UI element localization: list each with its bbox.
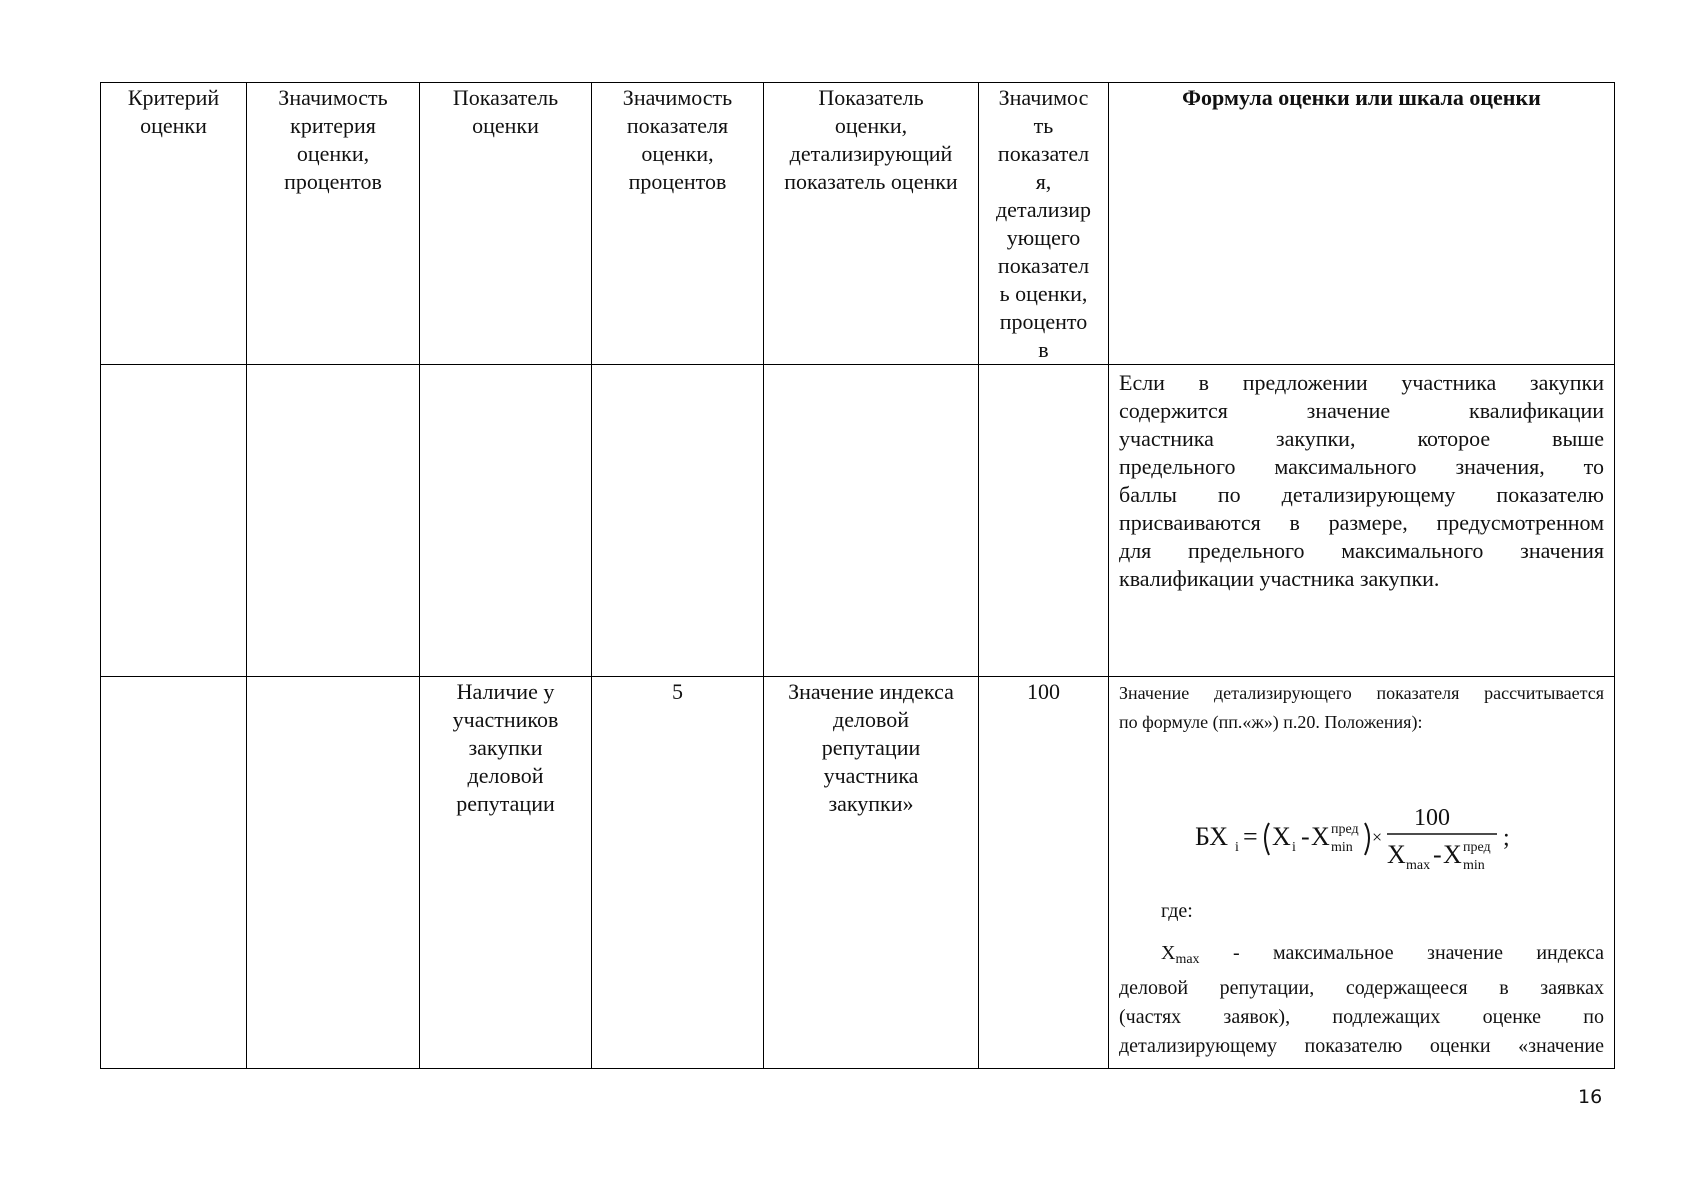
formula-den-pred-sup: пред <box>1463 840 1491 855</box>
header-detail-indicator: Показатель оценки, детализирующий показатель оценки <box>764 83 979 365</box>
formula-intro: Значение детализирующего показателя рассчитывается по формуле (пп.«ж») п.20. Положения): <box>1119 683 1604 732</box>
where-label: где: <box>1161 900 1193 922</box>
xmax-description: $X_{max}$ - максимальное значение индекса деловой репутации, содержащееся в заявках (частях заявок), подлежащих оценке по детализирующему показателю оценки «значение <box>1119 942 1604 1057</box>
cell-empty <box>979 365 1109 677</box>
formula-den-minus: - <box>1433 840 1442 869</box>
header-formula: Формула оценки или шкала оценки <box>1109 83 1615 365</box>
formula-line: квалификации участника закупки. <box>1119 566 1440 591</box>
header-indicator: Показатель оценки <box>420 83 592 365</box>
page-number: 16 <box>1578 1086 1603 1108</box>
header-detail-weight: Значимос ть показател я, детализир ующего показател ь оценки, проценто в <box>979 83 1109 365</box>
formula-den-min-sub: min <box>1463 858 1485 873</box>
evaluation-criteria-table <box>100 82 1615 1069</box>
cell-empty <box>247 677 420 1069</box>
cell-empty <box>101 677 247 1069</box>
formula-den-x: X <box>1387 840 1406 869</box>
formula-equation <box>1109 779 1614 889</box>
cell-indicator: Наличие у участников закупки деловой репутации <box>420 677 592 1069</box>
formula-line: присваиваются в размере, предусмотренном <box>1119 510 1604 535</box>
formula-times: × <box>1372 827 1383 847</box>
formula-minus: - <box>1301 822 1310 851</box>
cell-detail-indicator: Значение индекса деловой репутации участника закупки» <box>764 677 979 1069</box>
xmax-sub: max <box>1175 952 1200 967</box>
table-header-row <box>101 83 1615 365</box>
formula-lhs: БХ <box>1195 822 1229 851</box>
header-criterion-weight: Значимость критерия оценки, процентов <box>247 83 420 365</box>
table-row <box>101 677 1615 1069</box>
cell-formula-text <box>1109 365 1615 677</box>
formula-svg <box>1109 779 1615 889</box>
formula-equals: = <box>1243 822 1258 851</box>
formula-max-sub: max <box>1406 858 1431 873</box>
formula-pred-sup: пред <box>1331 822 1359 837</box>
table-row <box>101 365 1615 677</box>
header-criterion: Критерий оценки <box>101 83 247 365</box>
cell-formula <box>1109 677 1615 1069</box>
cell-indicator-weight: 5 <box>592 677 764 1069</box>
cell-empty <box>764 365 979 677</box>
header-indicator-weight: Значимость показателя оценки, процентов <box>592 83 764 365</box>
xmax-symbol: X <box>1161 942 1176 964</box>
cell-empty <box>592 365 764 677</box>
formula-lhs-sub: i <box>1235 840 1239 855</box>
cell-empty <box>420 365 592 677</box>
formula-semicolon: ; <box>1503 825 1510 851</box>
formula-line: содержится значение квалификации <box>1119 398 1604 423</box>
formula-x: X <box>1272 822 1291 851</box>
cell-empty <box>247 365 420 677</box>
formula-numerator: 100 <box>1414 805 1450 831</box>
cell-empty <box>101 365 247 677</box>
formula-line: Если в предложении участника закупки <box>1119 370 1604 395</box>
formula-x-sub: i <box>1292 840 1296 855</box>
formula-xpred: X <box>1311 822 1330 851</box>
formula-line: участника закупки, которое выше <box>1119 426 1604 451</box>
formula-paren-right <box>1365 823 1369 855</box>
formula-line: предельного максимального значения, то <box>1119 454 1604 479</box>
formula-line: для предельного максимального значения <box>1119 538 1604 563</box>
formula-den-xpred: X <box>1443 840 1462 869</box>
formula-paren-left <box>1265 823 1269 855</box>
cell-detail-weight: 100 <box>979 677 1109 1069</box>
formula-line: баллы по детализирующему показателю <box>1119 482 1604 507</box>
formula-min-sub: min <box>1331 840 1353 855</box>
